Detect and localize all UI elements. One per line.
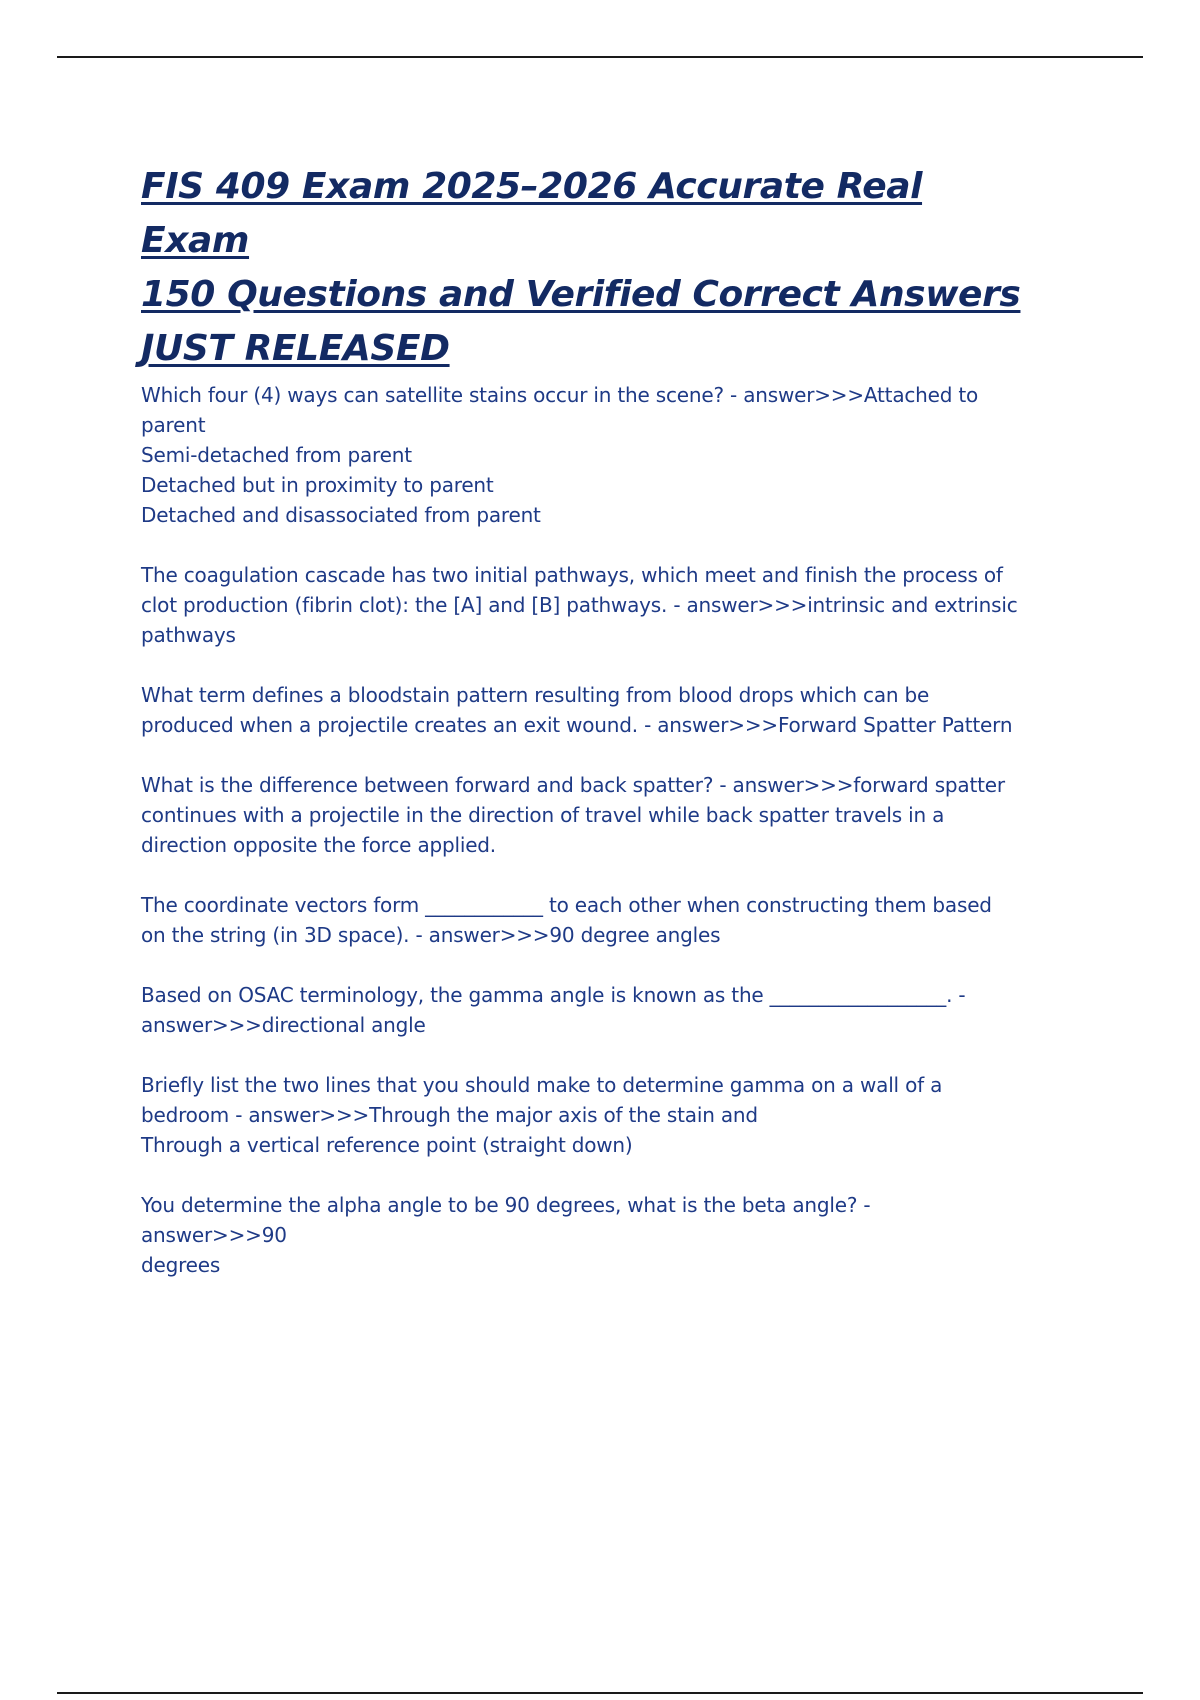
qa-line: Detached but in proximity to parent xyxy=(141,473,494,497)
qa-line: bedroom - answer>>>Through the major axis of the stain and xyxy=(141,1103,758,1127)
qa-line: pathways xyxy=(141,623,236,647)
qa-line: degrees xyxy=(141,1253,221,1277)
qa-item xyxy=(141,1190,1021,1280)
qa-line: You determine the alpha angle to be 90 degrees, what is the beta angle? - answer>>>90 xyxy=(141,1193,871,1247)
title-line: JUST RELEASED xyxy=(141,328,450,369)
qa-line: on the string (in 3D space). - answer>>>90 degree angles xyxy=(141,923,721,947)
bottom-rule xyxy=(57,1692,1143,1694)
qa-line: Detached and disassociated from parent xyxy=(141,503,541,527)
qa-item xyxy=(141,770,1021,860)
qa-line: answer>>>directional angle xyxy=(141,1013,426,1037)
qa-item xyxy=(141,380,1021,530)
qa-line: The coagulation cascade has two initial pathways, which meet and finish the process of xyxy=(141,563,1003,587)
title-line: 150 Questions and Verified Correct Answers xyxy=(141,274,1021,315)
qa-item xyxy=(141,560,1021,650)
qa-item xyxy=(141,1070,1021,1160)
qa-line: Semi-detached from parent xyxy=(141,443,412,467)
qa-line: continues with a projectile in the direction of travel while back spatter travels in a xyxy=(141,803,945,827)
qa-line: The coordinate vectors form ____________ to each other when constructing them based xyxy=(141,893,992,917)
qa-line: What is the difference between forward and back spatter? - answer>>>forward spatter xyxy=(141,773,1005,797)
qa-line: What term defines a bloodstain pattern resulting from blood drops which can be xyxy=(141,683,930,707)
top-rule xyxy=(57,56,1143,58)
page-content xyxy=(141,160,1021,1310)
qa-line: Briefly list the two lines that you should make to determine gamma on a wall of a xyxy=(141,1073,943,1097)
qa-item xyxy=(141,890,1021,950)
qa-item xyxy=(141,980,1021,1040)
qa-line: parent xyxy=(141,413,206,437)
qa-line: clot production (fibrin clot): the [A] and [B] pathways. - answer>>>intrinsic and extrinsic xyxy=(141,593,1018,617)
document-title xyxy=(141,160,1021,376)
qa-line: direction opposite the force applied. xyxy=(141,833,496,857)
qa-item xyxy=(141,680,1021,740)
qa-line: Which four (4) ways can satellite stains occur in the scene? - answer>>>Attached to xyxy=(141,383,979,407)
qa-line: Based on OSAC terminology, the gamma angle is known as the __________________. - xyxy=(141,983,966,1007)
title-line: FIS 409 Exam 2025–2026 Accurate Real Exam xyxy=(141,166,923,261)
qa-line: Through a vertical reference point (straight down) xyxy=(141,1133,633,1157)
qa-line: produced when a projectile creates an exit wound. - answer>>>Forward Spatter Pattern xyxy=(141,713,1013,737)
